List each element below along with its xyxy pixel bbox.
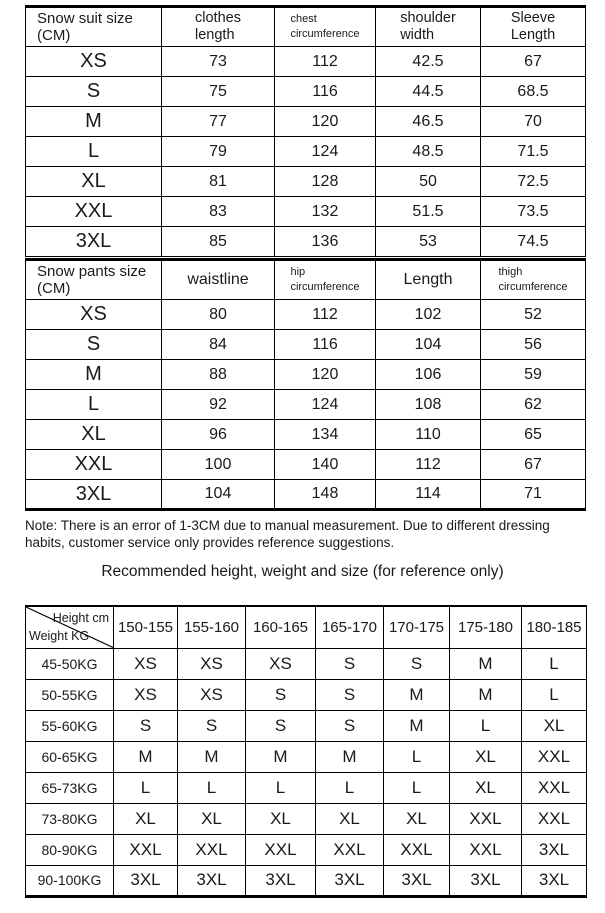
pants-value-cell: 102 bbox=[376, 300, 481, 330]
table-row bbox=[26, 107, 586, 137]
suit-size-cell: M bbox=[26, 107, 162, 137]
suit-value-cell: 77 bbox=[162, 107, 275, 137]
table-row bbox=[26, 167, 586, 197]
reco-size-cell: XS bbox=[114, 648, 178, 679]
table-row bbox=[26, 330, 586, 360]
snow-suit-size-table bbox=[25, 5, 586, 257]
reco-size-cell: XL bbox=[450, 741, 522, 772]
suit-size-cell: XL bbox=[26, 167, 162, 197]
recommendation-subtitle: Recommended height, weight and size (for reference only) bbox=[101, 563, 504, 580]
header-line: thigh bbox=[498, 266, 523, 279]
table-row bbox=[26, 360, 586, 390]
corner-header-cell bbox=[26, 606, 114, 648]
reco-size-cell: S bbox=[316, 648, 384, 679]
reco-size-cell: 3XL bbox=[450, 865, 522, 896]
table-row bbox=[26, 803, 587, 834]
header-line: width bbox=[400, 27, 435, 43]
weight-range-cell: 60-65KG bbox=[26, 741, 114, 772]
table-row bbox=[26, 137, 586, 167]
suit-size-cell: 3XL bbox=[26, 227, 162, 257]
suit-value-cell: 85 bbox=[162, 227, 275, 257]
header-line: circumference bbox=[290, 27, 360, 40]
reco-size-cell: XXL bbox=[450, 834, 522, 865]
suit-table-title: Snow suit size (CM) bbox=[26, 7, 162, 47]
suit-value-cell: 83 bbox=[162, 197, 275, 227]
table-row bbox=[26, 300, 586, 330]
height-range-header: 170-175 bbox=[384, 606, 450, 648]
reco-size-cell: XL bbox=[450, 772, 522, 803]
pants-table-title: Snow pants size (CM) bbox=[26, 260, 162, 300]
suit-header-clothes-length bbox=[162, 7, 275, 47]
weight-range-cell: 73-80KG bbox=[26, 803, 114, 834]
suit-value-cell: 46.5 bbox=[376, 107, 481, 137]
reco-size-cell: L bbox=[178, 772, 246, 803]
header-line: Length bbox=[403, 270, 453, 288]
suit-value-cell: 136 bbox=[275, 227, 376, 257]
weight-range-cell: 90-100KG bbox=[26, 865, 114, 896]
height-range-header: 175-180 bbox=[450, 606, 522, 648]
suit-value-cell: 72.5 bbox=[481, 167, 586, 197]
reco-size-cell: M bbox=[450, 679, 522, 710]
reco-size-cell: L bbox=[384, 772, 450, 803]
pants-value-cell: 84 bbox=[162, 330, 275, 360]
reco-size-cell: L bbox=[316, 772, 384, 803]
suit-size-cell: XS bbox=[26, 47, 162, 77]
suit-value-cell: 44.5 bbox=[376, 77, 481, 107]
recommended-size-table bbox=[25, 605, 587, 898]
suit-value-cell: 116 bbox=[275, 77, 376, 107]
pants-value-cell: 106 bbox=[376, 360, 481, 390]
pants-size-cell: XS bbox=[26, 300, 162, 330]
pants-value-cell: 120 bbox=[275, 360, 376, 390]
weight-range-cell: 55-60KG bbox=[26, 710, 114, 741]
suit-value-cell: 75 bbox=[162, 77, 275, 107]
corner-height-label: Height cm bbox=[52, 611, 109, 625]
pants-value-cell: 108 bbox=[376, 390, 481, 420]
reco-size-cell: L bbox=[384, 741, 450, 772]
height-range-header: 150-155 bbox=[114, 606, 178, 648]
reco-size-cell: XXL bbox=[384, 834, 450, 865]
reco-size-cell: 3XL bbox=[246, 865, 316, 896]
reco-size-cell: M bbox=[384, 710, 450, 741]
suit-value-cell: 51.5 bbox=[376, 197, 481, 227]
suit-value-cell: 81 bbox=[162, 167, 275, 197]
suit-value-cell: 124 bbox=[275, 137, 376, 167]
reco-size-cell: XXL bbox=[114, 834, 178, 865]
reco-size-cell: XL bbox=[246, 803, 316, 834]
pants-value-cell: 56 bbox=[481, 330, 586, 360]
header-line: chest bbox=[290, 13, 317, 26]
reco-size-cell: S bbox=[316, 679, 384, 710]
table-row bbox=[26, 648, 587, 679]
reco-size-cell: XL bbox=[114, 803, 178, 834]
suit-size-cell: L bbox=[26, 137, 162, 167]
table-row bbox=[26, 450, 586, 480]
pants-value-cell: 96 bbox=[162, 420, 275, 450]
reco-size-cell: XS bbox=[178, 679, 246, 710]
suit-value-cell: 112 bbox=[275, 47, 376, 77]
table-row bbox=[26, 390, 586, 420]
pants-size-cell: M bbox=[26, 360, 162, 390]
reco-size-cell: 3XL bbox=[114, 865, 178, 896]
table-row bbox=[26, 420, 586, 450]
measurement-note: Note: There is an error of 1-3CM due to manual measurement. Due to different dressing habits, customer service only provides reference suggestions. bbox=[25, 518, 550, 551]
reco-size-cell: XXL bbox=[246, 834, 316, 865]
reco-size-cell: XS bbox=[114, 679, 178, 710]
pants-value-cell: 52 bbox=[481, 300, 586, 330]
pants-header-waistline bbox=[162, 260, 275, 300]
weight-range-cell: 50-55KG bbox=[26, 679, 114, 710]
reco-size-cell: L bbox=[246, 772, 316, 803]
suit-value-cell: 48.5 bbox=[376, 137, 481, 167]
pants-value-cell: 134 bbox=[275, 420, 376, 450]
pants-value-cell: 71 bbox=[481, 480, 586, 510]
reco-size-cell: XL bbox=[178, 803, 246, 834]
pants-value-cell: 92 bbox=[162, 390, 275, 420]
pants-value-cell: 67 bbox=[481, 450, 586, 480]
table-row bbox=[26, 741, 587, 772]
height-range-header: 155-160 bbox=[178, 606, 246, 648]
pants-value-cell: 62 bbox=[481, 390, 586, 420]
header-line: Sleeve bbox=[510, 9, 556, 26]
reco-size-cell: S bbox=[384, 648, 450, 679]
reco-size-cell: XXL bbox=[316, 834, 384, 865]
pants-value-cell: 114 bbox=[376, 480, 481, 510]
reco-size-cell: XXL bbox=[178, 834, 246, 865]
reco-size-cell: M bbox=[316, 741, 384, 772]
pants-value-cell: 59 bbox=[481, 360, 586, 390]
reco-size-cell: XXL bbox=[522, 772, 587, 803]
reco-size-cell: S bbox=[316, 710, 384, 741]
pants-size-cell: XXL bbox=[26, 450, 162, 480]
table-row bbox=[26, 865, 587, 896]
suit-value-cell: 128 bbox=[275, 167, 376, 197]
corner-weight-label: Weight KG bbox=[29, 628, 90, 643]
reco-size-cell: XXL bbox=[522, 741, 587, 772]
table-row bbox=[26, 47, 586, 77]
reco-size-cell: L bbox=[450, 710, 522, 741]
pants-value-cell: 148 bbox=[275, 480, 376, 510]
table-row bbox=[26, 480, 586, 510]
reco-size-cell: 3XL bbox=[522, 865, 587, 896]
table-row bbox=[26, 679, 587, 710]
suit-size-cell: S bbox=[26, 77, 162, 107]
reco-size-cell: XXL bbox=[450, 803, 522, 834]
reco-size-cell: XL bbox=[316, 803, 384, 834]
suit-value-cell: 70 bbox=[481, 107, 586, 137]
pants-value-cell: 140 bbox=[275, 450, 376, 480]
header-line: shoulder bbox=[400, 9, 456, 26]
weight-range-cell: 80-90KG bbox=[26, 834, 114, 865]
reco-size-cell: L bbox=[522, 648, 587, 679]
pants-size-cell: 3XL bbox=[26, 480, 162, 510]
pants-value-cell: 88 bbox=[162, 360, 275, 390]
suit-value-cell: 42.5 bbox=[376, 47, 481, 77]
height-range-header: 165-170 bbox=[316, 606, 384, 648]
reco-size-cell: XL bbox=[384, 803, 450, 834]
pants-size-cell: S bbox=[26, 330, 162, 360]
pants-value-cell: 112 bbox=[275, 300, 376, 330]
header-line: hip bbox=[290, 266, 306, 279]
suit-value-cell: 71.5 bbox=[481, 137, 586, 167]
pants-value-cell: 100 bbox=[162, 450, 275, 480]
pants-size-cell: L bbox=[26, 390, 162, 420]
pants-value-cell: 80 bbox=[162, 300, 275, 330]
suit-value-cell: 73.5 bbox=[481, 197, 586, 227]
reco-size-cell: XS bbox=[246, 648, 316, 679]
reco-size-cell: S bbox=[246, 679, 316, 710]
table-row bbox=[26, 834, 587, 865]
header-line: circumference bbox=[290, 280, 360, 293]
suit-value-cell: 73 bbox=[162, 47, 275, 77]
table-row bbox=[26, 197, 586, 227]
header-line: length bbox=[195, 27, 235, 43]
weight-range-cell: 65-73KG bbox=[26, 772, 114, 803]
snow-pants-size-table bbox=[25, 258, 586, 511]
suit-header-sleeve-length bbox=[481, 7, 586, 47]
reco-size-cell: S bbox=[178, 710, 246, 741]
pants-header-thigh-circumference bbox=[481, 260, 586, 300]
header-line: Length bbox=[510, 27, 556, 43]
suit-size-cell: XXL bbox=[26, 197, 162, 227]
header-line: clothes bbox=[195, 9, 241, 26]
reco-size-cell: S bbox=[246, 710, 316, 741]
suit-value-cell: 120 bbox=[275, 107, 376, 137]
pants-value-cell: 65 bbox=[481, 420, 586, 450]
table-row bbox=[26, 77, 586, 107]
suit-value-cell: 50 bbox=[376, 167, 481, 197]
pants-value-cell: 104 bbox=[376, 330, 481, 360]
suit-header-chest-circumference bbox=[275, 7, 376, 47]
weight-range-cell: 45-50KG bbox=[26, 648, 114, 679]
table-row bbox=[26, 227, 586, 257]
reco-size-cell: M bbox=[246, 741, 316, 772]
reco-size-cell: M bbox=[178, 741, 246, 772]
pants-value-cell: 112 bbox=[376, 450, 481, 480]
suit-value-cell: 67 bbox=[481, 47, 586, 77]
suit-value-cell: 68.5 bbox=[481, 77, 586, 107]
pants-value-cell: 124 bbox=[275, 390, 376, 420]
suit-value-cell: 53 bbox=[376, 227, 481, 257]
reco-size-cell: 3XL bbox=[384, 865, 450, 896]
pants-size-cell: XL bbox=[26, 420, 162, 450]
suit-value-cell: 79 bbox=[162, 137, 275, 167]
header-line: circumference bbox=[498, 280, 568, 293]
pants-value-cell: 104 bbox=[162, 480, 275, 510]
reco-size-cell: 3XL bbox=[522, 834, 587, 865]
reco-size-cell: S bbox=[114, 710, 178, 741]
reco-size-cell: M bbox=[114, 741, 178, 772]
reco-size-cell: L bbox=[522, 679, 587, 710]
height-range-header: 160-165 bbox=[246, 606, 316, 648]
suit-header-shoulder-width bbox=[376, 7, 481, 47]
reco-size-cell: 3XL bbox=[178, 865, 246, 896]
table-row bbox=[26, 772, 587, 803]
header-line: waistline bbox=[187, 270, 249, 288]
height-range-header: 180-185 bbox=[522, 606, 587, 648]
reco-size-cell: 3XL bbox=[316, 865, 384, 896]
reco-size-cell: M bbox=[384, 679, 450, 710]
reco-size-cell: XL bbox=[522, 710, 587, 741]
reco-size-cell: XXL bbox=[522, 803, 587, 834]
pants-value-cell: 116 bbox=[275, 330, 376, 360]
pants-value-cell: 110 bbox=[376, 420, 481, 450]
pants-header-length bbox=[376, 260, 481, 300]
table-row bbox=[26, 710, 587, 741]
suit-value-cell: 74.5 bbox=[481, 227, 586, 257]
reco-size-cell: L bbox=[114, 772, 178, 803]
suit-value-cell: 132 bbox=[275, 197, 376, 227]
reco-size-cell: M bbox=[450, 648, 522, 679]
reco-size-cell: XS bbox=[178, 648, 246, 679]
pants-header-hip-circumference bbox=[275, 260, 376, 300]
